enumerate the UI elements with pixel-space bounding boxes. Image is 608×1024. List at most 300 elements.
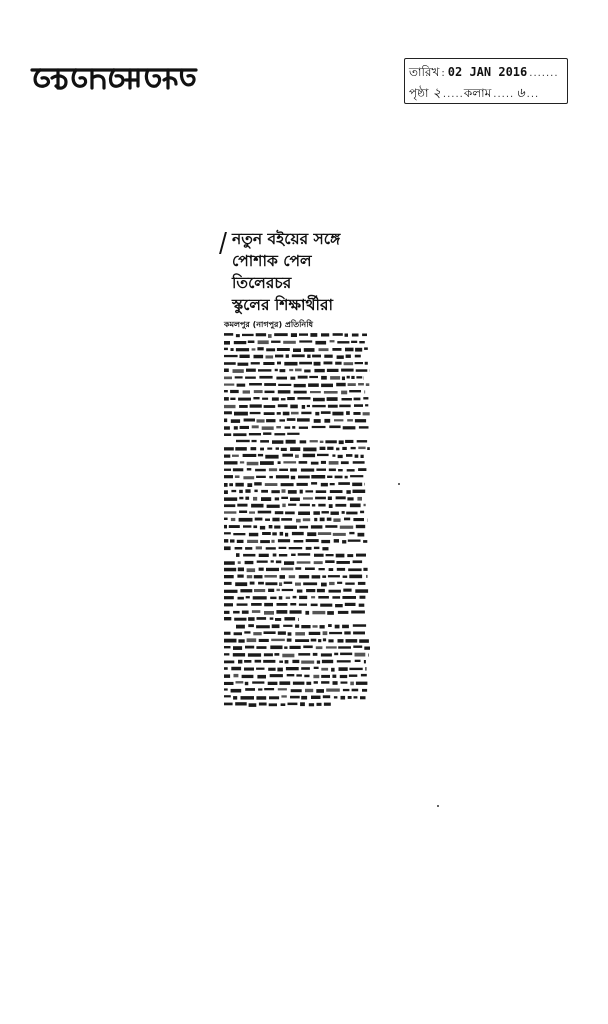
body-text-line: [224, 340, 365, 345]
body-text-word: [299, 333, 308, 335]
stamp-dots: .......: [529, 68, 559, 79]
body-text-word: [288, 703, 298, 706]
stamp-column-value: ৬: [516, 86, 525, 101]
body-text-word: [233, 433, 246, 436]
body-text-word: [343, 576, 348, 578]
body-text-word: [349, 532, 354, 534]
body-text-word: [314, 667, 319, 669]
body-text-word: [238, 639, 244, 642]
body-text-word: [343, 689, 350, 691]
body-text-word: [275, 618, 281, 621]
body-text-word: [332, 412, 343, 416]
body-text-word: [365, 390, 366, 393]
body-text-word: [301, 625, 310, 628]
body-text-word: [249, 383, 262, 386]
body-text-word: [271, 560, 274, 562]
body-text-word: [256, 546, 262, 549]
body-text-word: [333, 518, 340, 522]
body-text-word: [294, 391, 307, 394]
body-text-word: [275, 511, 284, 514]
body-text-line: [224, 589, 368, 593]
body-text-word: [244, 668, 254, 671]
body-text-word: [351, 447, 356, 449]
body-text-word: [346, 355, 351, 358]
body-text-word: [281, 483, 294, 486]
body-text-word: [239, 490, 243, 493]
body-text-word: [282, 589, 293, 591]
body-text-word: [264, 412, 275, 415]
body-text-word: [264, 631, 276, 634]
body-text-word: [299, 427, 308, 429]
body-text-word: [264, 611, 274, 615]
body-text-word: [348, 696, 352, 699]
body-text-word: [303, 454, 315, 458]
body-text-word: [249, 511, 255, 513]
body-text-word: [311, 462, 319, 465]
body-text-word: [237, 504, 247, 507]
body-text-word: [325, 440, 336, 443]
body-text-word: [301, 696, 307, 700]
body-text-word: [283, 461, 296, 463]
stamp-date-value: 02 JAN 2016: [447, 65, 528, 79]
body-text-word: [324, 362, 333, 365]
body-text-word: [360, 511, 364, 514]
body-text-word: [356, 525, 365, 528]
body-text-word: [229, 525, 240, 528]
body-text-word: [249, 533, 258, 537]
body-text-word: [239, 518, 253, 522]
body-text-word: [224, 411, 232, 414]
body-text-word: [355, 348, 362, 352]
body-text-word: [266, 568, 279, 571]
body-text-word: [267, 448, 272, 450]
body-text-word: [281, 695, 286, 697]
body-text-word: [360, 596, 366, 599]
body-text-word: [224, 341, 230, 345]
body-text-word: [304, 370, 310, 373]
body-text-word: [342, 625, 349, 629]
body-text-word: [262, 426, 274, 430]
body-text-word: [296, 674, 302, 676]
body-text-word: [229, 483, 233, 486]
body-text-word: [276, 377, 287, 380]
body-text-word: [278, 631, 286, 634]
article-body-text: [224, 330, 372, 710]
body-text-word: [278, 390, 291, 393]
body-text-word: [246, 369, 256, 372]
body-text-line: [224, 461, 365, 465]
body-text-word: [350, 475, 363, 477]
body-text-word: [283, 625, 292, 627]
body-text-word: [341, 696, 346, 700]
body-text-word: [256, 625, 270, 628]
body-text-word: [224, 561, 235, 565]
body-text-word: [224, 661, 234, 664]
body-text-word: [265, 519, 270, 521]
body-text-word: [313, 625, 318, 628]
body-text-word: [259, 703, 267, 706]
body-text-word: [243, 454, 257, 457]
body-text-word: [310, 333, 317, 337]
body-text-word: [294, 540, 304, 543]
body-text-word: [329, 504, 333, 508]
body-text-word: [295, 567, 301, 570]
body-text-line: [224, 638, 369, 642]
body-text-word: [245, 561, 254, 564]
body-text-word: [281, 398, 286, 400]
body-text-word: [340, 675, 347, 678]
body-text-word: [231, 348, 234, 351]
body-text-word: [272, 397, 279, 400]
body-text-word: [313, 653, 318, 656]
body-text-word: [321, 675, 330, 678]
body-text-word: [283, 412, 290, 416]
body-text-word: [224, 674, 230, 678]
body-text-word: [279, 681, 290, 685]
stamp-dots: .....: [442, 89, 464, 100]
body-text-word: [279, 419, 285, 421]
body-text-word: [316, 469, 326, 471]
body-text-word: [254, 575, 263, 578]
body-text-word: [358, 533, 365, 537]
body-text-word: [231, 689, 242, 693]
body-text-word: [330, 483, 335, 485]
date-page-stamp: [404, 58, 568, 104]
body-text-word: [280, 369, 286, 372]
body-text-word: [274, 653, 279, 656]
body-text-word: [256, 668, 264, 670]
body-text-word: [327, 447, 333, 450]
body-text-word: [338, 611, 349, 614]
body-text-word: [233, 696, 237, 700]
body-text-word: [365, 362, 368, 365]
body-text-word: [335, 504, 346, 507]
body-text-word: [255, 469, 266, 472]
body-text-word: [250, 412, 261, 414]
body-text-word: [238, 398, 251, 401]
body-text-word: [280, 532, 284, 536]
body-text-word: [301, 412, 311, 415]
body-text-word: [345, 348, 354, 352]
body-text-word: [364, 660, 366, 663]
body-text-word: [292, 354, 305, 357]
body-text-word: [264, 653, 273, 656]
body-text-word: [353, 560, 363, 563]
article-headline: [224, 228, 372, 316]
body-text-word: [300, 490, 303, 494]
body-text-word: [358, 383, 364, 386]
body-text-word: [256, 333, 266, 336]
body-text-word: [293, 682, 305, 685]
body-text-word: [224, 455, 230, 458]
body-text-word: [224, 525, 227, 529]
body-text-word: [316, 689, 324, 693]
body-text-word: [277, 348, 290, 351]
body-text-word: [237, 540, 244, 543]
body-text-word: [224, 703, 233, 706]
body-text-word: [233, 611, 240, 614]
body-text-word: [224, 590, 238, 593]
body-text-word: [279, 547, 287, 549]
body-text-word: [311, 596, 315, 598]
body-text-word: [237, 384, 246, 387]
body-text-word: [352, 483, 362, 487]
body-text-word: [281, 448, 287, 451]
body-text-word: [264, 383, 276, 386]
body-text-word: [284, 526, 297, 529]
body-text-word: [286, 440, 296, 444]
body-text-word: [364, 504, 366, 506]
body-text-word: [295, 632, 305, 635]
body-text-word: [266, 355, 274, 358]
body-text-word: [345, 334, 349, 337]
body-text-word: [235, 547, 243, 550]
body-text-word: [340, 653, 352, 656]
body-text-word: [257, 617, 267, 620]
body-text-word: [353, 461, 365, 464]
body-text-line: [224, 411, 370, 415]
body-text-word: [279, 554, 287, 557]
body-text-word: [307, 532, 316, 536]
body-text-word: [318, 504, 325, 507]
body-text-word: [359, 341, 365, 343]
body-text-word: [291, 554, 296, 556]
body-text-word: [269, 468, 277, 471]
body-text-word: [332, 596, 340, 599]
body-text-word: [336, 561, 350, 564]
body-text-word: [270, 674, 283, 677]
body-text-word: [270, 597, 276, 600]
body-text-word: [264, 603, 273, 606]
stamp-page-row: [409, 84, 539, 105]
body-text-word: [271, 639, 285, 641]
body-text-word: [366, 575, 368, 578]
body-text-word: [245, 497, 249, 500]
body-text-word: [334, 539, 339, 543]
body-text-word: [341, 369, 354, 372]
stamp-date-label: তারিখ: [409, 65, 440, 79]
body-text-word: [245, 688, 255, 691]
body-text-word: [315, 341, 326, 345]
body-text-word: [244, 660, 251, 663]
body-text-word: [332, 675, 336, 678]
body-text-word: [224, 596, 234, 599]
body-text-word: [328, 575, 340, 577]
body-text-word: [294, 384, 306, 387]
body-text-word: [365, 667, 366, 671]
body-text-line: [224, 631, 365, 635]
body-text-word: [266, 348, 275, 351]
body-text-word: [320, 447, 326, 450]
headline-line: স্কুলের শিক্ষার্থীরা: [232, 296, 334, 314]
body-text-word: [367, 447, 370, 450]
body-text-word: [326, 646, 337, 648]
body-text-word: [289, 575, 295, 578]
body-text-word: [257, 561, 268, 563]
body-text-word: [355, 355, 361, 358]
body-text-word: [328, 497, 332, 501]
body-text-word: [224, 639, 237, 643]
body-text-word: [260, 461, 274, 465]
body-text-word: [321, 540, 330, 543]
body-text-word: [242, 611, 249, 614]
body-text-word: [322, 511, 329, 513]
body-text-line: [224, 525, 365, 530]
body-text-word: [299, 575, 309, 578]
body-text-word: [318, 596, 329, 599]
body-text-word: [321, 681, 329, 684]
body-text-word: [281, 518, 292, 521]
body-text-word: [243, 390, 250, 393]
body-text-word: [321, 411, 331, 414]
body-text-word: [235, 447, 247, 451]
body-text-word: [321, 668, 328, 671]
body-text-word: [269, 476, 273, 478]
body-text-line: [224, 667, 367, 672]
body-text-word: [320, 441, 324, 443]
body-text-word: [276, 447, 279, 449]
headline-line: নতুন বইয়ের সঙ্গে: [232, 230, 341, 248]
body-text-word: [282, 489, 286, 493]
body-text-word: [356, 369, 368, 372]
body-text-word: [327, 397, 338, 401]
body-text-word: [292, 426, 295, 429]
body-text-word: [324, 355, 332, 358]
body-text-word: [281, 497, 288, 499]
body-text-word: [351, 611, 365, 614]
body-text-word: [304, 348, 315, 352]
body-text-word: [364, 483, 365, 486]
body-text-word: [272, 518, 279, 522]
body-text-line: [224, 418, 366, 423]
body-text-word: [247, 568, 256, 572]
body-text-word: [290, 610, 302, 613]
body-text-word: [260, 440, 269, 443]
body-text-word: [314, 362, 321, 366]
body-text-word: [329, 461, 339, 465]
body-text-word: [363, 568, 367, 571]
body-text-word: [327, 369, 339, 372]
body-text-word: [224, 390, 228, 392]
body-text-word: [349, 675, 357, 677]
body-text-word: [224, 632, 231, 635]
body-text-word: [290, 603, 296, 606]
body-text-word: [346, 490, 350, 494]
body-text-word: [350, 504, 361, 508]
body-text-word: [234, 618, 246, 621]
body-text-word: [311, 696, 321, 699]
body-text-word: [282, 504, 285, 508]
body-text-word: [263, 362, 274, 365]
body-text-word: [279, 661, 283, 663]
body-text-word: [288, 632, 292, 635]
body-text-word: [307, 355, 310, 358]
body-text-word: [306, 682, 311, 685]
body-text-word: [253, 397, 259, 399]
body-text-word: [355, 419, 366, 422]
body-text-word: [251, 504, 263, 508]
body-text-word: [224, 333, 233, 336]
body-text-word: [230, 398, 235, 400]
body-text-word: [366, 383, 370, 386]
body-text-line: [224, 539, 367, 543]
body-text-word: [297, 590, 303, 593]
body-text-word: [272, 440, 283, 444]
body-text-word: [263, 660, 275, 663]
body-text-word: [234, 674, 239, 677]
body-text-word: [253, 596, 267, 599]
body-text-word: [236, 625, 245, 629]
body-text-line: [224, 610, 365, 615]
body-text-word: [224, 617, 231, 620]
body-text-word: [322, 575, 326, 578]
body-text-line: [224, 482, 365, 487]
body-text-word: [347, 497, 353, 500]
body-text-word: [286, 597, 290, 599]
body-text-word: [239, 405, 248, 408]
body-text-word: [281, 568, 293, 571]
body-text-word: [276, 561, 281, 564]
body-text-word: [244, 419, 255, 422]
body-text-word: [248, 653, 261, 656]
body-text-word: [224, 546, 231, 550]
body-text-word: [224, 369, 229, 373]
body-text-word: [224, 695, 231, 697]
body-text-word: [234, 412, 248, 416]
body-text-word: [290, 468, 297, 471]
body-text-word: [236, 681, 244, 683]
body-text-word: [259, 554, 269, 557]
body-text-word: [311, 525, 323, 528]
body-text-word: [224, 348, 228, 350]
body-text-line: [224, 532, 364, 537]
body-text-word: [247, 483, 252, 487]
body-text-word: [279, 582, 282, 586]
body-text-line: [224, 425, 369, 430]
body-text-word: [284, 362, 297, 366]
body-text-word: [337, 582, 342, 584]
body-text-word: [353, 646, 362, 648]
body-text-word: [330, 490, 343, 493]
body-text-word: [269, 696, 279, 699]
body-text-word: [312, 426, 326, 428]
body-text-word: [238, 597, 244, 600]
body-text-word: [293, 596, 297, 599]
body-text-word: [299, 362, 312, 365]
body-text-word: [233, 533, 245, 535]
body-text-word: [287, 418, 296, 421]
body-text-word: [351, 376, 354, 379]
body-text-word: [323, 631, 328, 635]
body-text-word: [309, 703, 314, 706]
body-text-word: [359, 426, 369, 428]
body-text-word: [290, 498, 300, 502]
body-text-word: [265, 483, 278, 486]
body-text-word: [297, 418, 310, 421]
body-text-line: [224, 660, 366, 664]
body-text-line: [224, 653, 369, 658]
body-text-word: [312, 611, 325, 614]
body-text-word: [231, 518, 235, 521]
body-text-word: [353, 624, 366, 627]
body-text-word: [364, 347, 368, 350]
body-text-word: [320, 625, 325, 628]
body-text-word: [321, 384, 333, 388]
body-text-word: [305, 689, 313, 692]
body-text-word: [311, 639, 317, 642]
body-text-line: [236, 553, 366, 557]
body-text-word: [224, 582, 232, 585]
